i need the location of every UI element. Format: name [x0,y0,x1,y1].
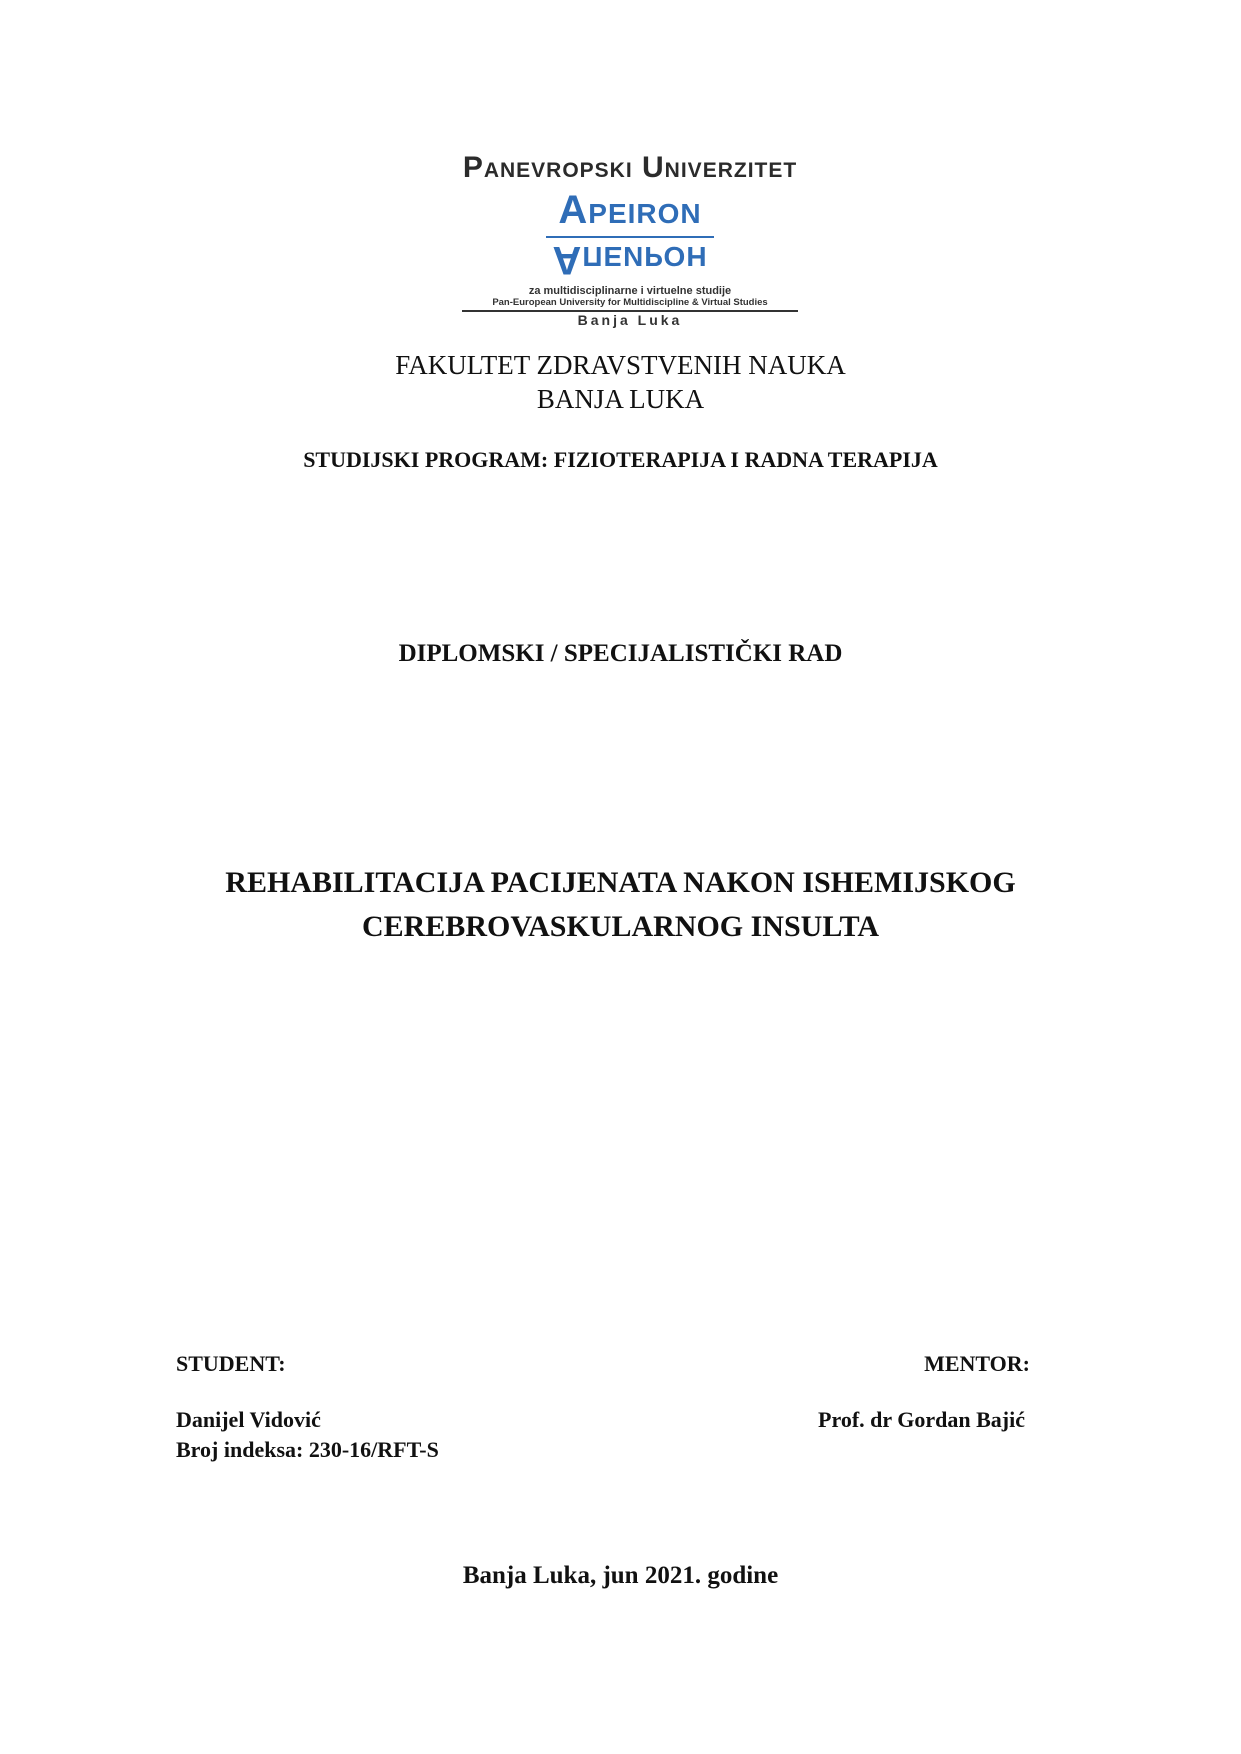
study-program: STUDIJSKI PROGRAM: FIZIOTERAPIJA I RADNA TERAPIJA [303,447,938,472]
thesis-title [0,861,1241,949]
mentor-label: MENTOR: [924,1351,1030,1376]
thesis-title-line-2: CEREBROVASKULARNOG INSULTA [361,910,880,943]
student-label: STUDENT: [176,1351,286,1376]
student-index: Broj indeksa: 230-16/RFT-S [176,1437,439,1462]
logo-university-name: Panevropski Univerzitet [462,151,798,184]
faculty-heading [0,348,1241,416]
university-logo [440,150,820,328]
faculty-name: FAKULTET ZDRAVSTVENIH NAUKA [395,350,846,380]
student-name: Danijel Vidović [176,1407,321,1432]
place-and-date: Banja Luka, jun 2021. godine [462,1562,779,1589]
faculty-city: BANJA LUKA [536,384,705,414]
mentor-name: Prof. dr Gordan Bajić [818,1407,1025,1432]
thesis-title-line-1: REHABILITACIJA PACIJENATA NAKON ISHEMIJSKOG [225,866,1016,899]
logo-subtitle-local: za multidisciplinarne i virtuelne studije [528,285,732,297]
student-info [176,1405,439,1465]
logo-city: Banja Luka [577,312,683,328]
thesis-type: DIPLOMSKI / SPECIJALISTIČKI RAD [398,640,843,667]
logo-subtitle-english: Pan-European University for Multidiscipline & Virtual Studies [492,297,768,308]
logo-apeiron-mirrored: Апеирон [552,238,708,282]
logo-apeiron-name: Apeiron [558,188,702,232]
